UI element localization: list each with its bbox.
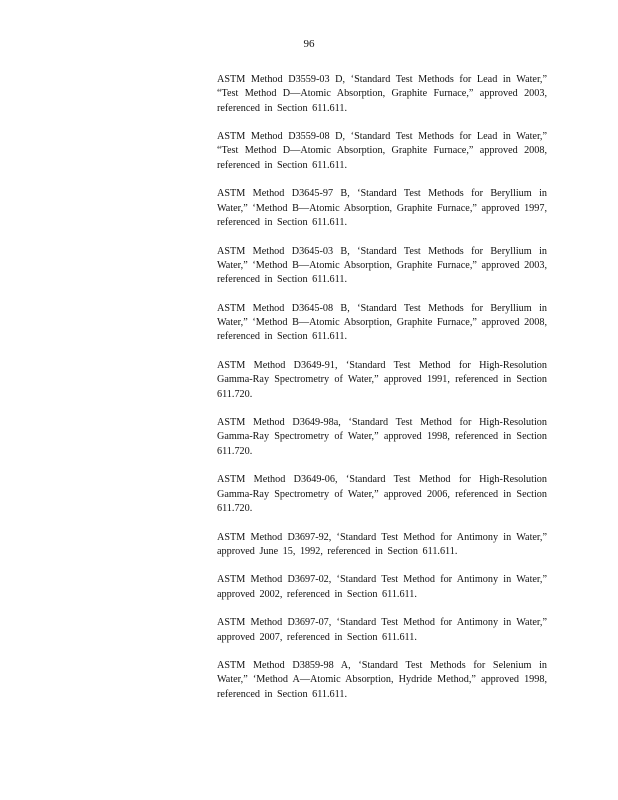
reference-entry-d3645-03b: ASTM Method D3645-03 B, ‘Standard Test Methods for Beryllium in Water,” ‘Method B—Atomic Absorption, Graphite Furnace,” approved 2003, referenced in Section 611.611. <box>217 245 547 286</box>
reference-entry-d3649-98a: ASTM Method D3649-98a, ‘Standard Test Method for High-Resolution Gamma-Ray Spectrometry of Water,” approved 1998, referenced in Section 611.720. <box>217 417 547 457</box>
page-number: 96 <box>303 38 315 50</box>
reference-entry-d3649-06: ASTM Method D3649-06, ‘Standard Test Method for High-Resolution Gamma-Ray Spectrometry of Water,” approved 2006, referenced in Section 611.720. <box>217 474 547 514</box>
reference-entry-d3859-98a: ASTM Method D3859-98 A, ‘Standard Test Methods for Selenium in Water,” ‘Method A—Atomic Absorption, Hydride Method,” approved 1998, referenced in Section 611.611. <box>217 660 547 700</box>
reference-entry-d3649-91: ASTM Method D3649-91, ‘Standard Test Method for High-Resolution Gamma-Ray Spectrometry of Water,” approved 1991, referenced in Section 611.720. <box>217 359 547 400</box>
reference-entry-d3697-02: ASTM Method D3697-02, ‘Standard Test Method for Antimony in Water,” approved 2002, referenced in Section 611.611. <box>217 574 547 600</box>
reference-entry-d3559-03d: ASTM Method D3559-03 D, ‘Standard Test Methods for Lead in Water,” “Test Method D—Atomic Absorption, Graphite Furnace,” approved 2003, referenced in Section 611.611. <box>217 74 547 114</box>
reference-list <box>217 73 547 716</box>
reference-entry-d3645-08b: ASTM Method D3645-08 B, ‘Standard Test Methods for Beryllium in Water,” ‘Method B—Atomic Absorption, Graphite Furnace,” approved 2008, referenced in Section 611.611. <box>217 302 547 343</box>
reference-entry-d3697-07: ASTM Method D3697-07, ‘Standard Test Method for Antimony in Water,” approved 2007, referenced in Section 611.611. <box>217 617 547 643</box>
reference-entry-d3559-08d: ASTM Method D3559-08 D, ‘Standard Test Methods for Lead in Water,” “Test Method D—Atomic Absorption, Graphite Furnace,” approved 2008, referenced in Section 611.611. <box>217 131 547 171</box>
reference-entry-d3697-92: ASTM Method D3697-92, ‘Standard Test Method for Antimony in Water,” approved June 15, 1992, referenced in Section 611.611. <box>217 531 547 557</box>
reference-entry-d3645-97b: ASTM Method D3645-97 B, ‘Standard Test Methods for Beryllium in Water,” ‘Method B—Atomic Absorption, Graphite Furnace,” approved 1997, referenced in Section 611.611. <box>217 188 547 228</box>
